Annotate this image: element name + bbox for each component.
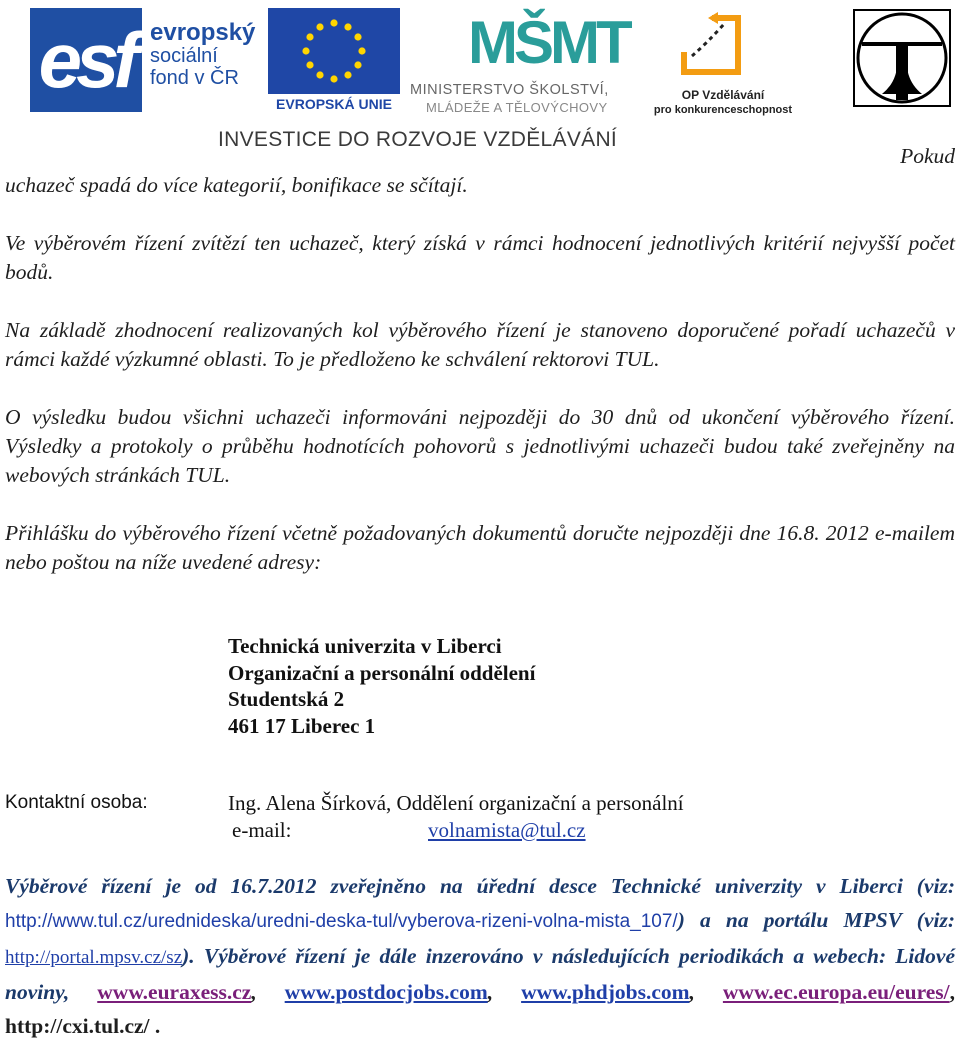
address-line3: Studentská 2 — [228, 687, 345, 711]
eures-link[interactable]: www.ec.europa.eu/eures/ — [722, 980, 950, 1004]
esf-line2: sociální — [150, 45, 218, 67]
tul-logo — [852, 8, 952, 108]
notice-sep-3: , — [689, 980, 723, 1004]
esf-logo-text — [150, 19, 256, 89]
contact-label: Kontaktní osoba: — [5, 792, 148, 813]
notice-sep-2: , — [487, 980, 522, 1004]
eu-flag-icon — [268, 8, 400, 94]
mpsv-link[interactable]: http://portal.mpsv.cz/sz — [5, 947, 183, 968]
op-arrow-icon — [678, 12, 744, 78]
esf-line3: fond v ČR — [150, 67, 239, 89]
postal-address — [228, 633, 535, 739]
paragraph-winner: Ve výběrovém řízení zvítězí ten uchazeč, který získá v rámci hodnocení jednotlivých kritérií nejvyšší počet bodů. — [5, 231, 955, 284]
paragraph-ranking: Na základě zhodnocení realizovaných kol výběrového řízení je stanoveno doporučené pořadí uchazečů v rámci každé výzkumné oblasti. To je předloženo ke schválení rektorovi TUL. — [5, 318, 955, 371]
euraxess-link[interactable]: www.euraxess.cz — [97, 980, 252, 1004]
msmt-logo-line2: MLÁDEŽE A TĚLOVÝCHOVY — [426, 100, 608, 115]
msmt-logo — [410, 8, 640, 115]
op-vzdelavani-logo — [648, 8, 798, 116]
publication-notice — [5, 869, 955, 1043]
msmt-logo-line1: MINISTERSTVO ŠKOLSTVÍ, — [410, 82, 609, 98]
contact-name: Ing. Alena Šírková, Oddělení organizační a personální — [228, 791, 684, 815]
address-line1: Technická univerzita v Liberci — [228, 634, 502, 658]
esf-logo — [30, 8, 260, 112]
continuation-word: Pokud — [900, 144, 955, 168]
paragraph-results: O výsledku budou všichni uchazeči informováni nejpozději do 30 dnů od ukončení výběrového řízení. Výsledky a protokoly o průběhu hodnotících pohovorů s jednotlivými uchazeči budou také zveřejněny na webových stránkách TUL. — [5, 405, 955, 487]
investice-tagline: INVESTICE DO ROZVOJE VZDĚLÁVÁNÍ — [218, 128, 618, 151]
phdjobs-link[interactable]: www.phdjobs.com — [521, 980, 690, 1004]
postdocjobs-link[interactable]: www.postdocjobs.com — [284, 980, 488, 1004]
msmt-logo-mark: MŠMT — [468, 9, 629, 76]
eu-logo-label: EVROPSKÁ UNIE — [276, 96, 392, 112]
notice-sep-1: , — [251, 980, 285, 1004]
notice-text-3: ). Výběrové řízení je dále inzerováno v následujících periodikách a webech: Lidové noviny, — [5, 944, 955, 1004]
address-line2: Organizační a personální oddělení — [228, 660, 536, 685]
esf-line1: evropský — [150, 19, 256, 46]
notice-text-1: Výběrové řízení je od 16.7.2012 zveřejněno na úřední desce Technické univerzity v Liberci (viz: — [5, 874, 955, 898]
op-logo-line2: pro konkurenceschopnost — [653, 104, 793, 116]
op-logo-line1: OP Vzdělávání — [681, 88, 765, 102]
contact-email-link[interactable]: volnamista@tul.cz — [428, 818, 586, 842]
esf-logo-mark: esf — [30, 8, 142, 112]
notice-text-2: ) a na portálu MPSV (viz: — [677, 908, 955, 932]
logo-header — [0, 0, 960, 160]
eu-logo — [268, 8, 400, 112]
paragraph-application: Přihlášku do výběrového řízení včetně požadovaných dokumentů doručte nejpozději dne 16.8. 2012 e-mailem nebo poštou na níže uvedené adresy: — [5, 521, 955, 574]
paragraph-bonus: uchazeč spadá do více kategorií, bonifikace se sčítají. — [5, 173, 468, 197]
contact-email-label: e-mail: — [232, 818, 292, 842]
address-line4: 461 17 Liberec 1 — [228, 713, 376, 738]
notice-tail: , http://cxi.tul.cz/ . — [5, 980, 955, 1038]
uredni-deska-link[interactable]: http://www.tul.cz/urednideska/uredni-deska-tul/vyberova-rizeni-volna-mista_107/ — [5, 911, 678, 932]
